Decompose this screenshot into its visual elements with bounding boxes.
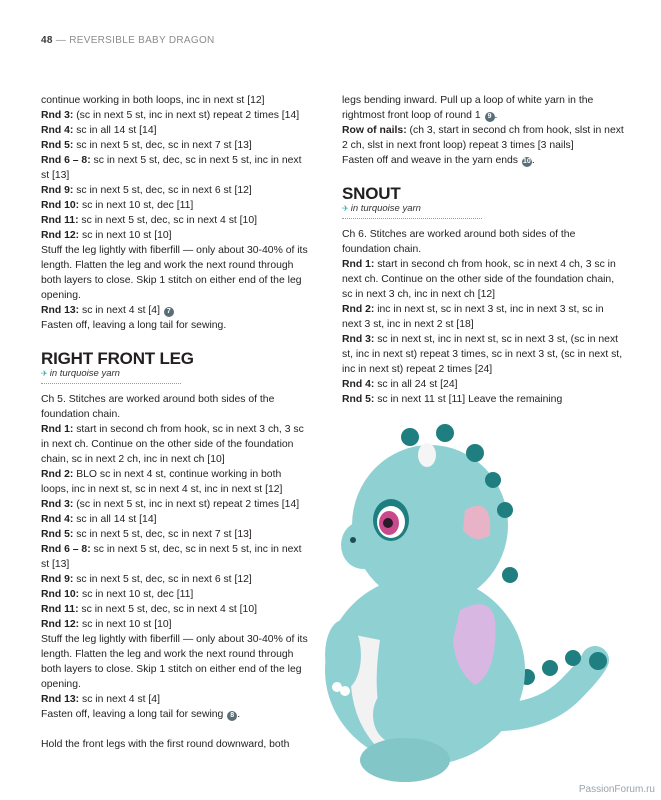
fasten-off-note: Fasten off, leaving a long tail for sewing. bbox=[41, 320, 227, 331]
round-13-line bbox=[41, 692, 309, 707]
pattern-round bbox=[41, 617, 309, 632]
pattern-round bbox=[41, 422, 309, 467]
page-number: 48 bbox=[41, 35, 53, 46]
tail-spike bbox=[565, 650, 581, 666]
round-text: sc in next 5 st, dec, sc in next 4 st [10] bbox=[78, 604, 257, 615]
round-label: Rnd 3: bbox=[41, 499, 74, 510]
pattern-round bbox=[342, 257, 624, 302]
pattern-note bbox=[41, 93, 309, 108]
pattern-round bbox=[41, 228, 309, 243]
yarn-note-text: in turquoise yarn bbox=[350, 203, 421, 214]
round-label: Rnd 3: bbox=[41, 110, 74, 121]
continuation-text: legs bending inward. Pull up a loop of white yarn in the rightmost front loop of round 1 bbox=[342, 95, 594, 121]
round-text: sc in next 5 st, dec, sc in next 6 st [12] bbox=[73, 574, 252, 585]
round-text: inc in next st, sc in next 3 st, inc in next 3 st, sc in next 3 st, inc in next 2 st [18] bbox=[342, 304, 604, 330]
round-label: Rnd 5: bbox=[41, 140, 74, 151]
round-text: sc in next 11 st [11] Leave the remaining bbox=[374, 394, 563, 405]
round-13-line bbox=[41, 303, 309, 318]
round-text: sc in next 5 st, dec, sc in next 5 st, inc in next st [13] bbox=[41, 155, 302, 181]
left-column bbox=[41, 93, 309, 752]
round-text: sc in next 4 st [4] bbox=[79, 305, 160, 316]
round-label: Rnd 4: bbox=[41, 125, 74, 136]
round-label: Rnd 11: bbox=[41, 215, 79, 226]
round-label: Rnd 12: bbox=[41, 619, 80, 630]
round-label: Rnd 9: bbox=[41, 574, 74, 585]
round-label: Row of nails: bbox=[342, 125, 407, 136]
pattern-round bbox=[41, 497, 309, 512]
snout-instructions bbox=[342, 227, 624, 407]
front-leg bbox=[373, 687, 417, 743]
step-9-badge: 9 bbox=[485, 112, 495, 122]
continuation-paragraph: legs bending inward. Pull up a loop of white yarn in the rightmost front loop of round 1 9 . bbox=[342, 95, 594, 121]
pattern-round bbox=[41, 467, 309, 497]
hold-legs-note: Hold the front legs with the first round downward, both bbox=[41, 739, 290, 750]
back-foot bbox=[360, 738, 450, 782]
round-text: sc in next 5 st, dec, sc in next 6 st [12] bbox=[73, 185, 252, 196]
round-label: Rnd 4: bbox=[41, 514, 74, 525]
right-front-leg-instructions bbox=[41, 392, 309, 692]
round-label: Rnd 2: bbox=[342, 304, 375, 315]
arrow-icon: ✈ bbox=[41, 369, 48, 378]
pattern-note bbox=[41, 632, 309, 692]
leg-continuation-list bbox=[41, 93, 309, 303]
round-label: Rnd 13: bbox=[41, 694, 80, 705]
back-spike bbox=[497, 502, 513, 518]
head-spike bbox=[436, 424, 454, 442]
pattern-round bbox=[41, 512, 309, 527]
front-leg bbox=[325, 620, 361, 690]
round-label: Rnd 13: bbox=[41, 305, 80, 316]
pattern-round bbox=[342, 302, 624, 332]
fasten-text: Fasten off and weave in the yarn ends bbox=[342, 155, 518, 166]
pattern-note bbox=[41, 392, 309, 422]
step-7-badge: 7 bbox=[164, 307, 174, 317]
round-text: Stuff the leg lightly with fiberfill — only about 30-40% of its length. Flatten the leg and work the next round through both layers to close. Skip 1 stitch on either end of the leg opening. bbox=[41, 634, 308, 690]
round-text: Ch 6. Stitches are worked around both sides of the foundation chain. bbox=[342, 229, 576, 255]
eye-pupil bbox=[383, 518, 393, 528]
fasten-text: Fasten off, leaving a long tail for sewing bbox=[41, 709, 224, 720]
round-label: Rnd 10: bbox=[41, 200, 80, 211]
right-column bbox=[342, 93, 624, 407]
tail-spike bbox=[589, 652, 607, 670]
pattern-round bbox=[342, 392, 624, 407]
pattern-round bbox=[41, 602, 309, 617]
step-8-badge: 8 bbox=[227, 711, 237, 721]
head-spike bbox=[485, 472, 501, 488]
pattern-round bbox=[41, 138, 309, 153]
round-text: Stuff the leg lightly with fiberfill — only about 30-40% of its length. Flatten the leg and work the next round through both layers to close. Skip 1 stitch on either end of the leg opening. bbox=[41, 245, 308, 301]
pattern-round bbox=[41, 153, 309, 183]
crochet-dragon-photo bbox=[315, 415, 615, 795]
round-label: Rnd 10: bbox=[41, 589, 80, 600]
round-text: sc in next 10 st, dec [11] bbox=[79, 200, 194, 211]
pattern-round bbox=[41, 572, 309, 587]
snout-yarn-note bbox=[342, 203, 482, 219]
fasten-weave-note: Fasten off and weave in the yarn ends 10. bbox=[342, 155, 535, 166]
row-of-nails bbox=[342, 123, 624, 153]
round-text: sc in next 5 st, dec, sc in next 7 st [13] bbox=[73, 529, 252, 540]
right-front-leg-yarn-note bbox=[41, 368, 181, 384]
pattern-round bbox=[41, 542, 309, 572]
round-label: Rnd 6 – 8: bbox=[41, 155, 91, 166]
round-text: sc in next 5 st, dec, sc in next 7 st [13] bbox=[73, 140, 252, 151]
round-text: Ch 5. Stitches are worked around both sides of the foundation chain. bbox=[41, 394, 275, 420]
watermark: PassionForum.ru bbox=[578, 784, 655, 795]
round-text: sc in all 24 st [24] bbox=[374, 379, 458, 390]
nostril bbox=[350, 537, 356, 543]
fasten-off-note: Fasten off, leaving a long tail for sewing 8 . bbox=[41, 709, 241, 720]
round-text: (ch 3, start in second ch from hook, slst in next 2 ch, slst in next front loop) repeat 3 times [3 nails] bbox=[342, 125, 624, 151]
round-text: sc in next 10 st, dec [11] bbox=[79, 589, 194, 600]
round-label: Rnd 1: bbox=[41, 424, 74, 435]
pattern-round bbox=[342, 377, 624, 392]
round-text: (sc in next 5 st, inc in next st) repeat 2 times [14] bbox=[73, 110, 300, 121]
round-text: BLO sc in next 4 st, continue working in both loops, inc in next st, sc in next 4 st, inc in next st [12] bbox=[41, 469, 283, 495]
head-horn bbox=[418, 443, 436, 467]
round-label: Rnd 5: bbox=[342, 394, 375, 405]
head-spike bbox=[466, 444, 484, 462]
round-text: start in second ch from hook, sc in next 3 ch, 3 sc in next ch. Continue on the other side of the foundation chain, sc in next 2 ch, inc in next ch [10] bbox=[41, 424, 304, 465]
round-label: Rnd 6 – 8: bbox=[41, 544, 91, 555]
round-text: sc in next 5 st, dec, sc in next 5 st, inc in next st [13] bbox=[41, 544, 302, 570]
pattern-round bbox=[41, 123, 309, 138]
head-spike bbox=[401, 428, 419, 446]
round-label: Rnd 3: bbox=[342, 334, 375, 345]
dragon-ear bbox=[463, 506, 490, 539]
book-title: REVERSIBLE BABY DRAGON bbox=[69, 35, 215, 46]
round-text: (sc in next 5 st, inc in next st) repeat 2 times [14] bbox=[73, 499, 300, 510]
round-label: Rnd 2: bbox=[41, 469, 74, 480]
header-separator: — bbox=[55, 35, 67, 46]
snout-heading: SNOUT bbox=[342, 184, 401, 203]
pattern-round bbox=[41, 527, 309, 542]
round-text: continue working in both loops, inc in next st [12] bbox=[41, 95, 265, 106]
round-text: sc in next 10 st [10] bbox=[79, 230, 172, 241]
round-label: Rnd 4: bbox=[342, 379, 375, 390]
pattern-round bbox=[41, 213, 309, 228]
round-label: Rnd 9: bbox=[41, 185, 74, 196]
pattern-round bbox=[342, 332, 624, 377]
round-text: sc in all 14 st [14] bbox=[73, 514, 157, 525]
round-text: sc in next 5 st, dec, sc in next 4 st [10] bbox=[78, 215, 257, 226]
round-label: Rnd 1: bbox=[342, 259, 375, 270]
claw bbox=[340, 686, 350, 696]
pattern-note bbox=[342, 227, 624, 257]
pattern-round bbox=[41, 183, 309, 198]
right-front-leg-heading: RIGHT FRONT LEG bbox=[41, 349, 194, 368]
round-label: Rnd 11: bbox=[41, 604, 79, 615]
running-header bbox=[41, 35, 215, 46]
round-label: Rnd 12: bbox=[41, 230, 80, 241]
round-text: sc in next st, inc in next st, sc in next 3 st, (sc in next st, inc in next st) repeat 3 times, sc in next 3 st, (sc in next st, inc in next st) repeat 2 times [24] bbox=[342, 334, 623, 375]
step-10-badge: 10 bbox=[522, 158, 531, 165]
pattern-round bbox=[41, 108, 309, 123]
round-text: sc in all 14 st [14] bbox=[73, 125, 157, 136]
pattern-round bbox=[41, 198, 309, 213]
arrow-icon: ✈ bbox=[342, 204, 349, 213]
round-text: sc in next 10 st [10] bbox=[79, 619, 172, 630]
pattern-round bbox=[41, 587, 309, 602]
round-label: Rnd 5: bbox=[41, 529, 74, 540]
tail-spike bbox=[542, 660, 558, 676]
round-text: start in second ch from hook, sc in next 4 ch, 3 sc in next ch. Continue on the other side of the foundation chain, sc in next 3 ch, inc in next ch [12] bbox=[342, 259, 616, 300]
pattern-note bbox=[41, 243, 309, 303]
round-text: sc in next 4 st [4] bbox=[79, 694, 160, 705]
back-spike bbox=[502, 567, 518, 583]
yarn-note-text: in turquoise yarn bbox=[49, 368, 120, 379]
